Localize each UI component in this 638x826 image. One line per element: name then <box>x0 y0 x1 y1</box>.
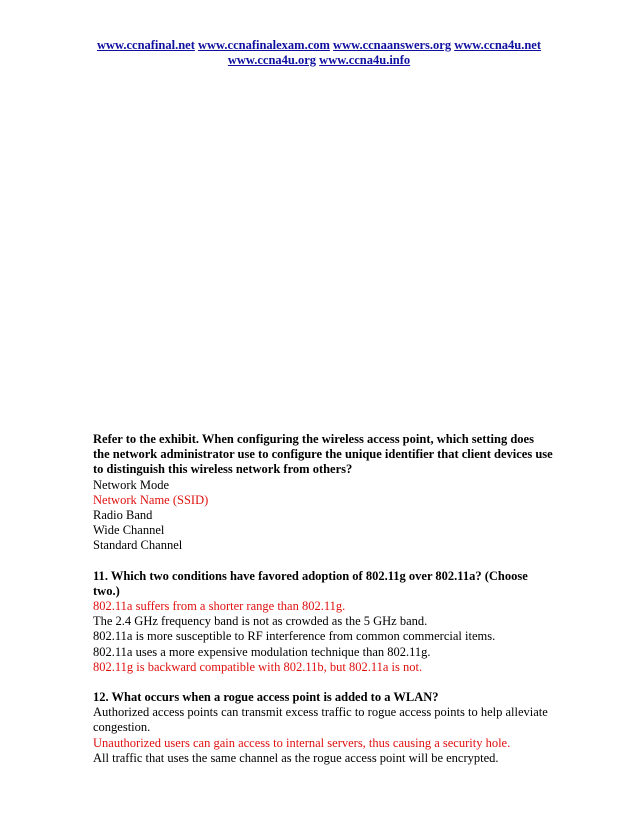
question-text: 11. Which two conditions have favored adoption of 802.11g over 802.11a? (Choose two.) <box>93 568 528 598</box>
spacer <box>93 554 553 569</box>
question-text: Refer to the exhibit. When configuring the wireless access point, which setting does the network administrator use to configure the unique identifier that client devices use to distinguish this wireless network from others? <box>93 432 553 477</box>
answer-option: All traffic that uses the same channel as the rogue access point will be encrypted. <box>93 750 499 765</box>
link-ccnafinal-net[interactable]: www.ccnafinal.net <box>96 38 195 52</box>
link-ccna4u-org[interactable]: www.ccna4u.org <box>227 53 317 67</box>
link-ccna4u-info[interactable]: www.ccna4u.info <box>319 53 411 67</box>
question-number: 12 <box>93 690 106 705</box>
link-ccnaanswers-org[interactable]: www.ccnaanswers.org <box>333 38 452 52</box>
answer-option-correct: Unauthorized users can gain access to internal servers, thus causing a security hole. <box>93 735 511 750</box>
answer-option-correct: 802.11a suffers from a shorter range than 802.11g. <box>93 599 346 614</box>
question-content <box>93 432 553 766</box>
link-ccnafinalexam-com[interactable]: www.ccnafinalexam.com <box>198 38 330 52</box>
header-links <box>60 38 578 68</box>
answer-option: Authorized access points can transmit excess traffic to rogue access points to help alleviate congestion. <box>93 705 548 735</box>
answer-option: Radio Band <box>93 508 153 523</box>
question-11 <box>93 569 553 675</box>
answer-option: Standard Channel <box>93 538 183 553</box>
answer-option: 802.11a is more susceptible to RF interference from common commercial items. <box>93 629 496 644</box>
answer-option: Network Mode <box>93 477 170 492</box>
answer-option: 802.11a uses a more expensive modulation technique than 802.11g. <box>93 644 431 659</box>
question-text: 12. What occurs when a rogue access point is added to a WLAN? <box>93 690 439 705</box>
answer-option: The 2.4 GHz frequency band is not as crowded as the 5 GHz band. <box>93 614 428 629</box>
spacer <box>93 675 553 690</box>
answer-option-correct: 802.11g is backward compatible with 802.11b, but 802.11a is not. <box>93 659 423 674</box>
answer-option: Wide Channel <box>93 523 165 538</box>
question-exhibit <box>93 432 553 554</box>
answer-option-correct: Network Name (SSID) <box>93 492 209 507</box>
question-12 <box>93 690 553 766</box>
question-number: 11 <box>93 568 105 583</box>
link-ccna4u-net[interactable]: www.ccna4u.net <box>454 38 542 52</box>
